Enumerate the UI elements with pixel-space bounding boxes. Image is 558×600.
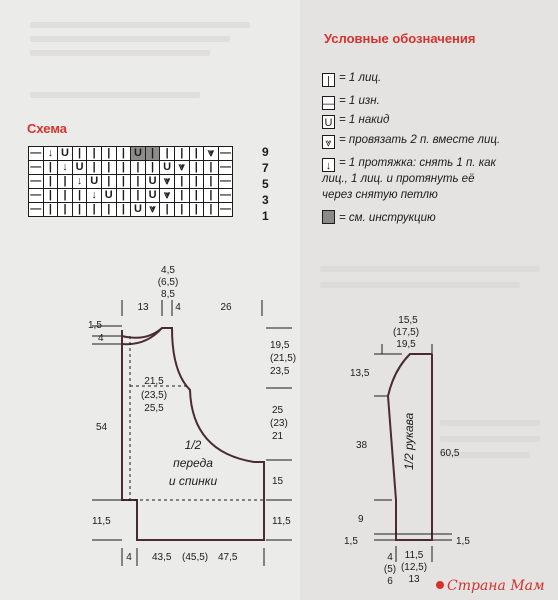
- chart-cell: —: [220, 147, 232, 159]
- chart-cell: |: [101, 175, 116, 189]
- legend-title: Условные обозначения: [324, 31, 476, 46]
- chart-row-number: 9: [262, 145, 269, 159]
- chart-cell: U: [131, 147, 146, 161]
- chart-cell: ↓: [58, 161, 73, 175]
- chart-cell: U: [87, 175, 102, 189]
- chart-cell: |: [43, 203, 58, 217]
- chart-cell: |: [189, 203, 204, 217]
- chart-cell: —: [220, 161, 232, 173]
- legend-text: = 1 изн.: [339, 95, 380, 107]
- chart-cell: ⩔: [204, 147, 219, 161]
- chart-cell: —: [30, 147, 42, 159]
- body-label-half: 1/2: [184, 438, 202, 452]
- chart-cell: U: [72, 161, 87, 175]
- armhole-width-label: (23,5): [140, 390, 168, 401]
- chart-cell: ⩔: [174, 161, 189, 175]
- chart-cell: |: [204, 175, 219, 189]
- side-height-label: (23): [270, 418, 288, 429]
- chart-cell: |: [101, 203, 116, 217]
- chart-cell: |: [174, 203, 189, 217]
- chart-cell: U: [145, 175, 160, 189]
- watermark: Страна Мам: [447, 578, 545, 594]
- chart-cell: |: [58, 175, 73, 189]
- chart-cell: —: [220, 203, 232, 215]
- neck-back-label: 4: [175, 302, 181, 313]
- shoulder-left-label: 13: [137, 302, 149, 313]
- yarnover-symbol-icon: U: [322, 115, 335, 129]
- side-lower-label: 15: [272, 476, 284, 487]
- chart-cell: |: [204, 161, 219, 175]
- chart-cell: |: [43, 175, 58, 189]
- chart-cell: U: [131, 203, 146, 217]
- chart-cell: |: [116, 189, 131, 203]
- sleeve-total-label: 60,5: [440, 448, 460, 459]
- chart-cell: U: [58, 147, 73, 161]
- watermark-dot-icon: [436, 581, 444, 589]
- neck-depth-label: 8,5: [161, 289, 175, 300]
- legend-text: = см. инструкцию: [339, 212, 436, 224]
- chart-cell: |: [116, 203, 131, 217]
- chart-cell: |: [72, 147, 87, 161]
- neck-depth-label: (6,5): [157, 277, 179, 288]
- legend-item-ssk-cont: лиц., 1 лиц. и протянуть её: [322, 173, 475, 185]
- bottom-width-alt-label: (45,5): [182, 552, 209, 563]
- legend-text: = 1 протяжка: снять 1 п. как: [339, 157, 496, 169]
- chart-row-number: 3: [262, 193, 269, 207]
- chart-cell: |: [101, 147, 116, 161]
- chart-row-number: 5: [262, 177, 269, 191]
- chart-cell: |: [174, 175, 189, 189]
- chart-cell: —: [30, 175, 42, 187]
- chart-cell: |: [145, 161, 160, 175]
- sleeve-top-width-label: (17,5): [392, 327, 420, 338]
- bottom-left-label: 4: [126, 552, 132, 563]
- left-small-top-label: 1,5: [88, 320, 102, 331]
- left-small-bottom-label: 4: [98, 333, 104, 344]
- chart-cell: |: [174, 147, 189, 161]
- chart-cell: |: [87, 203, 102, 217]
- chart-cell: |: [58, 189, 73, 203]
- sleeve-bottom-small-label: 6: [387, 576, 393, 587]
- chart-cell: |: [43, 189, 58, 203]
- sleeve-bottom-small-label: (5): [383, 564, 397, 575]
- hem-right-label: 11,5: [272, 516, 291, 527]
- body-label-back: и спинки: [168, 474, 218, 488]
- sleeve-body-label: 38: [356, 440, 368, 451]
- sleeve-top-width-label: 19,5: [396, 339, 416, 350]
- chart-cell: ↓: [72, 175, 87, 189]
- sleeve-label: 1/2 рукава: [402, 412, 416, 470]
- chart-cell: |: [87, 161, 102, 175]
- chart-cell: ↓: [87, 189, 102, 203]
- chart-cell: —: [30, 203, 42, 215]
- chart-cell: ⩔: [160, 175, 175, 189]
- chart-cell: |: [204, 203, 219, 217]
- legend-item-ssk-cont: через снятую петлю: [322, 189, 438, 201]
- armhole-width-label: 21,5: [144, 376, 164, 387]
- chart-cell: —: [220, 189, 232, 201]
- sleeve-hem-right-label: 1,5: [456, 536, 470, 547]
- chart-cell: |: [58, 203, 73, 217]
- chart-cell: U: [101, 189, 116, 203]
- sleeve-cap-label: 13,5: [350, 368, 370, 379]
- chart-cell: |: [189, 175, 204, 189]
- body-label-front: переда: [173, 456, 213, 470]
- chart-cell: |: [145, 147, 160, 161]
- sleeve-cuff-label: 9: [358, 514, 364, 525]
- side-height-label: 21: [272, 431, 284, 442]
- legend-text: = 1 лиц.: [339, 72, 382, 84]
- sleeve-bottom-width-label: (12,5): [400, 562, 428, 573]
- schema-title: Схема: [27, 121, 68, 136]
- sleeve-hem-left-label: 1,5: [344, 536, 358, 547]
- height-total-label: 54: [96, 422, 108, 433]
- legend-text: = провязать 2 п. вместе лиц.: [339, 134, 501, 146]
- chart-cell: |: [116, 147, 131, 161]
- chart-cell: |: [116, 161, 131, 175]
- chart-cell: —: [220, 175, 232, 187]
- chart-cell: |: [116, 175, 131, 189]
- armhole-height-label: 19,5: [270, 340, 290, 351]
- chart-cell: |: [189, 147, 204, 161]
- chart-cell: |: [174, 189, 189, 203]
- armhole-height-label: (21,5): [270, 353, 297, 364]
- chart-cell: |: [189, 161, 204, 175]
- knit-symbol-icon: |: [322, 73, 335, 87]
- legend-text: = 1 накид: [339, 114, 390, 126]
- side-height-label: 25: [272, 405, 284, 416]
- chart-cell: |: [72, 203, 87, 217]
- chart-row-number: 7: [262, 161, 269, 175]
- sleeve-bottom-width-label: 13: [408, 574, 420, 585]
- chart-cell: |: [189, 189, 204, 203]
- ssk-symbol-icon: ↓: [322, 158, 335, 172]
- chart-cell: |: [160, 147, 175, 161]
- k2tog-symbol-icon: ⩔: [322, 135, 335, 149]
- chart-cell: |: [43, 161, 58, 175]
- bottom-width-max-label: 47,5: [218, 552, 238, 563]
- neck-depth-label: 4,5: [161, 265, 175, 276]
- chart-cell: |: [160, 203, 175, 217]
- chart-cell: U: [145, 189, 160, 203]
- chart-cell: |: [131, 161, 146, 175]
- sleeve-bottom-small-label: 4: [387, 552, 393, 563]
- chart-cell: ⩔: [160, 189, 175, 203]
- chart-cell: |: [204, 189, 219, 203]
- purl-symbol-icon: —: [323, 98, 334, 110]
- chart-cell: |: [101, 161, 116, 175]
- shoulder-right-label: 26: [220, 302, 232, 313]
- chart-cell: ⩔: [145, 203, 160, 217]
- chart-cell: —: [30, 161, 42, 173]
- chart-cell: —: [30, 189, 42, 201]
- hem-left-label: 11,5: [92, 516, 111, 527]
- sleeve-bottom-width-label: 11,5: [404, 550, 424, 561]
- chart-cell: |: [72, 189, 87, 203]
- armhole-height-label: 23,5: [270, 366, 290, 377]
- bottom-width-label: 43,5: [152, 552, 172, 563]
- chart-cell: ↓: [43, 147, 58, 161]
- chart-row-number: 1: [262, 209, 269, 223]
- armhole-width-label: 25,5: [144, 403, 164, 414]
- chart-cell: |: [131, 175, 146, 189]
- chart-cell: U: [160, 161, 175, 175]
- chart-cell: |: [87, 147, 102, 161]
- chart-cell: |: [131, 189, 146, 203]
- sleeve-top-width-label: 15,5: [398, 315, 418, 326]
